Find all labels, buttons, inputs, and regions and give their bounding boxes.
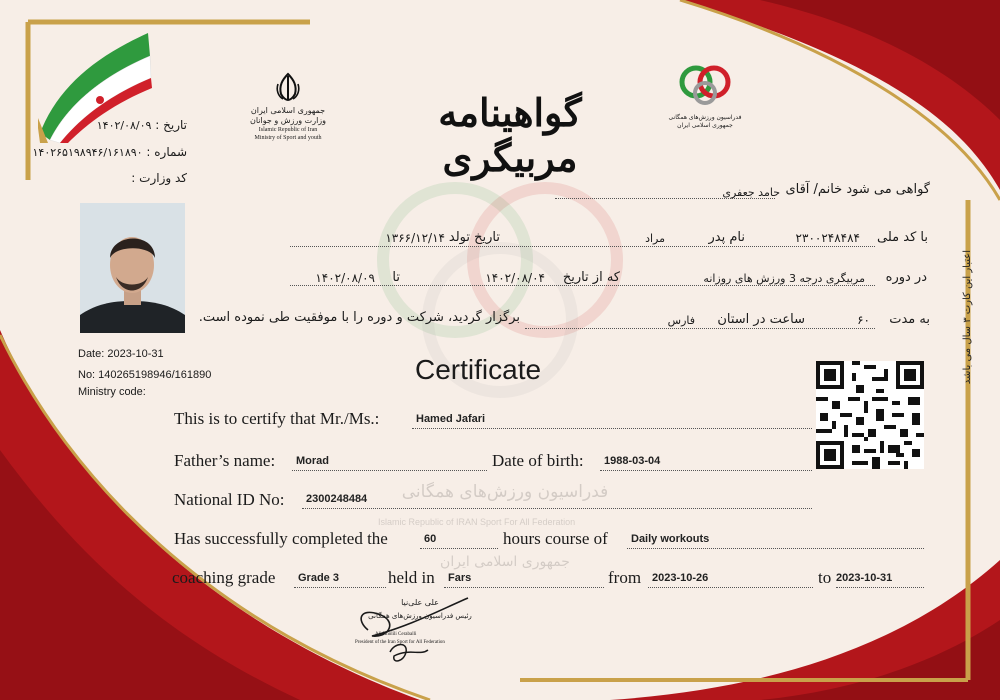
validity-note: اعتبار این کارت ۳ سال می باشد: [962, 250, 973, 385]
fa-father-label: نام پدر: [708, 230, 745, 245]
federation-fa-line1: فدراسیون ورزش‌های همگانی: [668, 114, 742, 121]
en-held-value: Fars: [448, 572, 472, 584]
en-nid-label: National ID No:: [174, 490, 285, 509]
signatory-name-en: Ali Kholili Ceraballi: [375, 632, 417, 637]
fa-from-value: ۱۴۰۲/۰۸/۰۴: [485, 271, 545, 285]
fa-hours-province: ساعت در استان: [717, 312, 805, 327]
fa-to-value: ۱۴۰۲/۰۸/۰۹: [315, 271, 375, 285]
fa-completion-text: برگزار گردید، شرکت و دوره را با موفقیت طی نموده است.: [198, 310, 520, 325]
fa-duration-value: ۶۰: [857, 313, 870, 327]
header-number-value: ۱۴۰۲۶۵۱۹۸۹۴۶/۱۶۱۸۹۰: [32, 146, 143, 159]
left-date: Date: 2023-10-31: [78, 348, 164, 360]
fa-birth-label: تاریخ تولد: [448, 230, 500, 245]
left-number: No: 140265198946/161890: [78, 369, 212, 381]
federation-logo: [660, 60, 750, 130]
fa-course-label: در دوره: [885, 270, 927, 285]
en-course-value: Daily workouts: [631, 533, 710, 545]
fa-father-value: مراد: [645, 232, 665, 245]
en-from-value: 2023-10-26: [652, 572, 709, 584]
person-avatar-icon: [80, 203, 185, 333]
en-held-label: held in: [388, 568, 435, 587]
fa-birth-value: ۱۳۶۶/۱۲/۱۴: [385, 231, 445, 245]
fa-line1-text: گواهی می شود خانم/ آقای: [785, 182, 930, 197]
en-grade-value: Grade 3: [298, 572, 339, 584]
ministry-en-line1: Islamic Republic of Iran: [258, 127, 318, 133]
en-to-value: 2023-10-31: [836, 572, 893, 584]
header-ministry-code-label: کد وزارت :: [131, 171, 187, 185]
ministry-fa-line1: جمهوری اسلامی ایران: [250, 106, 326, 115]
ministry-en-line2: Ministry of Sport and youth: [254, 135, 322, 141]
en-dob-label: Date of birth:: [492, 451, 584, 470]
watermark-en: Islamic Republic of IRAN Sport For All Federation: [378, 517, 576, 527]
header-date-label: تاریخ :: [155, 118, 187, 132]
en-name-value: Hamed Jafari: [416, 413, 486, 425]
en-dob-value: 1988-03-04: [604, 455, 661, 467]
federation-fa-line2: جمهوری اسلامی ایران: [677, 122, 733, 129]
left-ministry-code: Ministry code:: [78, 386, 146, 398]
signatory-title-fa: رئیس فدراسیون ورزش‌های همگانی: [368, 612, 472, 620]
header-date-value: ۱۴۰۲/۰۸/۰۹: [96, 119, 152, 132]
fa-to-label: تا: [392, 270, 400, 285]
fa-province-value: فارس: [667, 314, 695, 327]
holder-photo: [80, 203, 185, 333]
en-nid-value: 2300248484: [306, 493, 368, 505]
signature-block: [350, 590, 490, 670]
en-completed-text: Has successfully completed the: [174, 529, 388, 548]
certificate-title-fa: گواهینامه مربیگری: [438, 90, 582, 180]
fa-name-value: حامد جعفری: [722, 186, 780, 199]
ministry-logo: [238, 72, 338, 142]
fa-from-label: که از تاریخ: [562, 270, 620, 285]
en-hours-course-text: hours course of: [503, 529, 608, 548]
federation-logo-icon: [676, 60, 734, 110]
en-father-label: Father’s name:: [174, 451, 276, 470]
ministry-fa-line2: وزارت ورزش و جوانان: [249, 116, 327, 125]
signatory-name-fa: علی علی‌نیا: [401, 598, 439, 607]
signature-icon: [350, 590, 490, 670]
certificate-heading: Certificate: [415, 354, 542, 385]
en-hours-value: 60: [424, 533, 437, 545]
fa-national-id-label: با کد ملی: [877, 230, 928, 245]
en-father-value: Morad: [296, 455, 329, 467]
fa-course-value: مربیگری درجه 3 ورزش های روزانه: [703, 272, 865, 285]
watermark-fa: فدراسیون ورزش‌های همگانی: [401, 482, 609, 502]
header-number-row: [32, 145, 187, 159]
en-from-label: from: [608, 568, 642, 587]
iran-emblem-icon: [275, 72, 301, 102]
header-date-row: [82, 118, 187, 132]
en-grade-label: coaching grade: [172, 568, 276, 587]
en-certify-text: This is to certify that Mr./Ms.:: [174, 409, 380, 428]
fa-duration-label: به مدت: [889, 312, 930, 327]
signatory-title-en: President of the Iran Sport for All Federation: [355, 640, 445, 645]
qr-code-icon: [816, 361, 924, 469]
en-to-label: to: [818, 568, 832, 587]
header-number-label: شماره :: [146, 145, 187, 159]
fa-national-id-value: ۲۳۰۰۲۴۸۴۸۴: [795, 231, 860, 245]
watermark-fa2: جمهوری اسلامی ایران: [440, 554, 570, 570]
